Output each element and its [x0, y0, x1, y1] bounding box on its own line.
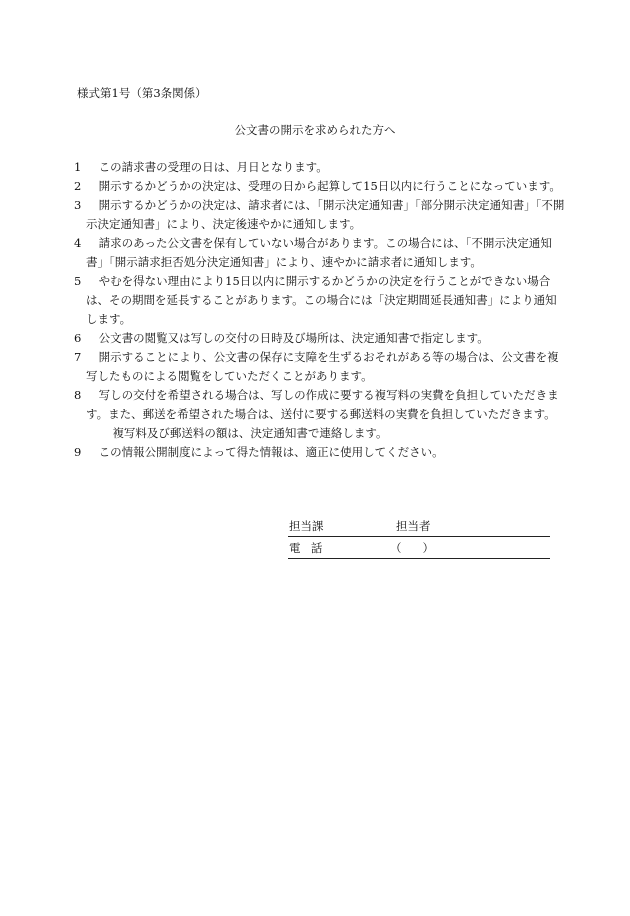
item-text: この請求書の受理の日は、月日となります。 — [98, 160, 328, 174]
notice-item — [74, 272, 566, 329]
item-text: やむを得ない理由により15日以内に開示するかどうかの決定を行うことができない場合は、その期間を延長することがあります。この場合には「決定期間延長通知書」により通知します。 — [86, 274, 557, 326]
contact-department-row — [288, 517, 550, 537]
notice-item — [74, 443, 566, 462]
paren-close: ） — [422, 541, 434, 555]
notice-item — [74, 196, 566, 234]
item-text: 写しの交付を希望される場合は、写しの作成に要する複写料の実費を負担していただきます。また、郵送を希望された場合は、送付に要する郵送料の実費を負担していただきます。 — [86, 388, 559, 421]
notice-item — [74, 386, 566, 443]
notice-item — [74, 234, 566, 272]
contact-phone-row — [288, 539, 550, 559]
item-number: 7 — [74, 350, 82, 364]
person-label: 担当者 — [396, 519, 431, 533]
phone-label: 電話 — [289, 541, 333, 555]
item-number: 2 — [74, 179, 82, 193]
item-text: 開示することにより、公文書の保存に支障を生ずるおそれがある等の場合は、公文書を複写したものによる閲覧をしていただくことがあります。 — [86, 350, 559, 383]
item-number: 8 — [74, 388, 82, 402]
item-text: 開示するかどうかの決定は、受理の日から起算して15日以内に行うことになっています。 — [98, 179, 561, 193]
item-number: 3 — [74, 198, 82, 212]
paren-open: （ — [390, 541, 402, 555]
item-note: 複写料及び郵送料の額は、決定通知書で連絡します。 — [112, 426, 388, 440]
notice-list — [74, 158, 566, 462]
item-text: この情報公開制度によって得た情報は、適正に使用してください。 — [98, 445, 444, 459]
department-label: 担当課 — [289, 519, 324, 533]
contact-block — [288, 517, 550, 559]
item-number: 5 — [74, 274, 82, 288]
notice-item — [74, 329, 566, 348]
item-text: 開示するかどうかの決定は、請求者には、「開示決定通知書」「部分開示決定通知書」「不開示決定通知書」により、決定後速やかに通知します。 — [86, 198, 565, 231]
form-number: 様式第1号（第3条関係） — [77, 86, 207, 100]
notice-item — [74, 177, 566, 196]
item-text: 公文書の閲覧又は写しの交付の日時及び場所は、決定通知書で指定します。 — [98, 331, 489, 345]
notice-item — [74, 158, 566, 177]
item-text: 請求のあった公文書を保有していない場合があります。この場合には、「不開示決定通知書」「開示請求拒否処分決定通知書」により、速やかに請求者に通知します。 — [86, 236, 552, 269]
item-number: 6 — [74, 331, 82, 345]
document-title: 公文書の開示を求められた方へ — [234, 123, 396, 137]
item-number: 1 — [74, 160, 82, 174]
item-number: 9 — [74, 445, 82, 459]
item-number: 4 — [74, 236, 82, 250]
notice-item — [74, 348, 566, 386]
